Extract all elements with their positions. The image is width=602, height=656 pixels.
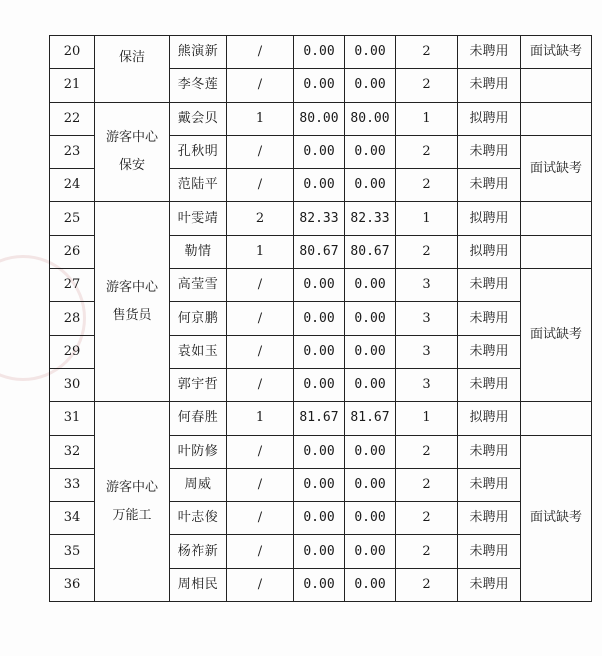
remark: 面试缺考 — [521, 269, 592, 402]
hire-status: 拟聘用 — [458, 202, 521, 235]
candidate-name: 叶雯靖 — [170, 202, 227, 235]
results-table — [49, 35, 592, 602]
remark-empty — [521, 202, 592, 235]
rank: 3 — [396, 368, 458, 401]
total-score: 0.00 — [345, 69, 396, 102]
rank: 2 — [396, 135, 458, 168]
written-score: / — [227, 335, 294, 368]
written-score: / — [227, 36, 294, 69]
candidate-name: 熊演新 — [170, 36, 227, 69]
row-number: 29 — [50, 335, 95, 368]
position-label: 游客中心 — [105, 130, 158, 146]
rank: 1 — [396, 202, 458, 235]
rank: 2 — [396, 235, 458, 268]
interview-score: 0.00 — [294, 535, 345, 568]
interview-score: 0.00 — [294, 269, 345, 302]
hire-status: 未聘用 — [458, 69, 521, 102]
row-number: 21 — [50, 69, 95, 102]
candidate-name: 周相民 — [170, 568, 227, 601]
candidate-name: 郭宇哲 — [170, 368, 227, 401]
candidate-name: 何京鹏 — [170, 302, 227, 335]
interview-score: 80.00 — [294, 102, 345, 135]
interview-score: 0.00 — [294, 435, 345, 468]
position-label: 游客中心 — [105, 479, 158, 495]
row-number: 32 — [50, 435, 95, 468]
position-cell — [95, 402, 170, 602]
hire-status: 拟聘用 — [458, 402, 521, 435]
hire-status: 未聘用 — [458, 335, 521, 368]
remark: 面试缺考 — [521, 435, 592, 601]
total-score: 0.00 — [345, 269, 396, 302]
written-score: / — [227, 135, 294, 168]
candidate-name: 周威 — [170, 468, 227, 501]
remark-empty — [521, 235, 592, 268]
table-row — [50, 36, 592, 69]
written-score: / — [227, 302, 294, 335]
rank: 2 — [396, 435, 458, 468]
interview-score: 0.00 — [294, 368, 345, 401]
candidate-name: 勒情 — [170, 235, 227, 268]
row-number: 33 — [50, 468, 95, 501]
total-score: 80.67 — [345, 235, 396, 268]
position-label: 保安 — [118, 158, 145, 174]
row-number: 34 — [50, 502, 95, 535]
written-score: / — [227, 535, 294, 568]
row-number: 27 — [50, 269, 95, 302]
candidate-name: 范陆平 — [170, 169, 227, 202]
total-score: 0.00 — [345, 535, 396, 568]
total-score: 80.00 — [345, 102, 396, 135]
candidate-name: 孔秋明 — [170, 135, 227, 168]
interview-score: 82.33 — [294, 202, 345, 235]
position-label: 保洁 — [118, 50, 145, 65]
written-score: 1 — [227, 102, 294, 135]
position-cell — [95, 102, 170, 202]
rank: 2 — [396, 502, 458, 535]
written-score: 2 — [227, 202, 294, 235]
hire-status: 未聘用 — [458, 468, 521, 501]
hire-status: 未聘用 — [458, 269, 521, 302]
position-label: 游客中心 — [105, 279, 158, 295]
rank: 2 — [396, 69, 458, 102]
row-number: 35 — [50, 535, 95, 568]
position-cell — [95, 202, 170, 402]
total-score: 0.00 — [345, 368, 396, 401]
row-number: 28 — [50, 302, 95, 335]
rank: 2 — [396, 468, 458, 501]
candidate-name: 袁如玉 — [170, 335, 227, 368]
candidate-name: 何春胜 — [170, 402, 227, 435]
row-number: 22 — [50, 102, 95, 135]
row-number: 20 — [50, 36, 95, 69]
total-score: 0.00 — [345, 502, 396, 535]
table-row — [50, 102, 592, 135]
interview-score: 0.00 — [294, 302, 345, 335]
interview-score: 0.00 — [294, 169, 345, 202]
rank: 2 — [396, 535, 458, 568]
hire-status: 未聘用 — [458, 302, 521, 335]
total-score: 0.00 — [345, 36, 396, 69]
rank: 1 — [396, 102, 458, 135]
total-score: 0.00 — [345, 468, 396, 501]
remark-empty — [521, 69, 592, 102]
interview-score: 0.00 — [294, 568, 345, 601]
candidate-name: 杨祚新 — [170, 535, 227, 568]
rank: 2 — [396, 169, 458, 202]
hire-status: 未聘用 — [458, 368, 521, 401]
total-score: 0.00 — [345, 335, 396, 368]
candidate-name: 高莹雪 — [170, 269, 227, 302]
candidate-name: 叶志俊 — [170, 502, 227, 535]
interview-score: 81.67 — [294, 402, 345, 435]
hire-status: 未聘用 — [458, 535, 521, 568]
row-number: 23 — [50, 135, 95, 168]
total-score: 0.00 — [345, 435, 396, 468]
rank: 3 — [396, 335, 458, 368]
rank: 2 — [396, 568, 458, 601]
candidate-name: 叶防修 — [170, 435, 227, 468]
row-number: 36 — [50, 568, 95, 601]
written-score: / — [227, 468, 294, 501]
interview-score: 0.00 — [294, 502, 345, 535]
remark: 面试缺考 — [521, 36, 592, 69]
remark-empty — [521, 402, 592, 435]
position-label: 万能工 — [112, 507, 152, 523]
table-row — [50, 402, 592, 435]
interview-score: 0.00 — [294, 69, 345, 102]
hire-status: 未聘用 — [458, 568, 521, 601]
total-score: 0.00 — [345, 568, 396, 601]
hire-status: 未聘用 — [458, 135, 521, 168]
written-score: / — [227, 69, 294, 102]
hire-status: 拟聘用 — [458, 102, 521, 135]
rank: 3 — [396, 302, 458, 335]
written-score: / — [227, 568, 294, 601]
candidate-name: 李冬莲 — [170, 69, 227, 102]
total-score: 82.33 — [345, 202, 396, 235]
total-score: 0.00 — [345, 169, 396, 202]
row-number: 24 — [50, 169, 95, 202]
written-score: / — [227, 269, 294, 302]
written-score: 1 — [227, 402, 294, 435]
interview-score: 0.00 — [294, 468, 345, 501]
table-row — [50, 202, 592, 235]
written-score: / — [227, 368, 294, 401]
remark-empty — [521, 102, 592, 135]
interview-score: 80.67 — [294, 235, 345, 268]
written-score: / — [227, 502, 294, 535]
interview-score: 0.00 — [294, 335, 345, 368]
hire-status: 未聘用 — [458, 169, 521, 202]
candidate-name: 戴会贝 — [170, 102, 227, 135]
total-score: 81.67 — [345, 402, 396, 435]
row-number: 30 — [50, 368, 95, 401]
hire-status: 未聘用 — [458, 502, 521, 535]
written-score: / — [227, 435, 294, 468]
total-score: 0.00 — [345, 302, 396, 335]
hire-status: 拟聘用 — [458, 235, 521, 268]
position-cell — [95, 36, 170, 103]
rank: 1 — [396, 402, 458, 435]
interview-score: 0.00 — [294, 135, 345, 168]
total-score: 0.00 — [345, 135, 396, 168]
remark: 面试缺考 — [521, 135, 592, 202]
hire-status: 未聘用 — [458, 36, 521, 69]
row-number: 31 — [50, 402, 95, 435]
written-score: / — [227, 169, 294, 202]
rank: 2 — [396, 36, 458, 69]
rank: 3 — [396, 269, 458, 302]
hire-status: 未聘用 — [458, 435, 521, 468]
written-score: 1 — [227, 235, 294, 268]
row-number: 25 — [50, 202, 95, 235]
interview-score: 0.00 — [294, 36, 345, 69]
row-number: 26 — [50, 235, 95, 268]
position-label: 售货员 — [112, 307, 152, 323]
